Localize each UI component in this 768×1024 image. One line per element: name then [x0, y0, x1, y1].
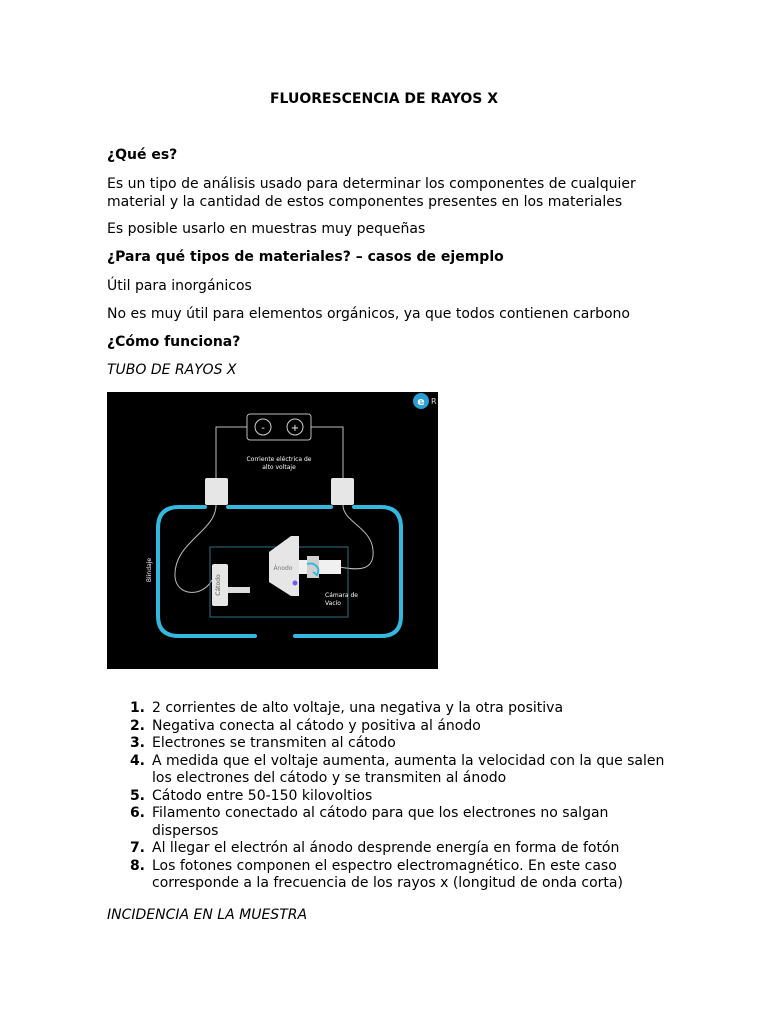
shield-label: Blindaje: [146, 557, 153, 583]
list-item: 4. A medida que el voltaje aumenta, aumenta la velocidad con la que salen los electrones del cátodo y se transmiten al ánodo: [129, 752, 665, 786]
list-item: 3. Electrones se transmiten al cátodo: [129, 735, 396, 751]
anode-label: Ánodo: [273, 565, 293, 572]
steps-list: [107, 700, 667, 893]
heading-que-es: ¿Qué es?: [107, 147, 178, 163]
electron-dot-icon: [293, 581, 298, 586]
list-item: 6. Filamento conectado al cátodo para que los electrones no salgan dispersos: [129, 805, 609, 839]
logo-tail: R: [431, 397, 437, 406]
minus-label: -: [261, 423, 265, 434]
current-label-line1: Corriente eléctrica de: [246, 456, 312, 463]
document-title: FLUORESCENCIA DE RAYOS X: [269, 91, 499, 107]
chamber-label-line1: Cámara de: [325, 592, 358, 599]
plus-label: +: [290, 423, 300, 434]
list-item: 1. 2 corrientes de alto voltaje, una negativa y la otra positiva: [129, 700, 564, 716]
xray-tube-svg: [107, 392, 438, 669]
list-item: 7. Al llegar el electrón al ánodo desprende energía en forma de fotón: [129, 840, 620, 856]
subheading-tubo: TUBO DE RAYOS X: [107, 362, 237, 378]
cathode-label: Cátodo: [215, 574, 222, 596]
wire-positive: [311, 427, 343, 478]
power-source-box: [247, 414, 311, 440]
current-label-line2: alto voltaje: [262, 464, 296, 471]
chamber-label-line2: Vacío: [325, 600, 341, 607]
paragraph-inorganicos: Útil para inorgánicos: [107, 278, 252, 294]
insulator-right: [331, 478, 354, 505]
cathode-filament: [228, 587, 250, 593]
list-item: 2. Negativa conecta al cátodo y positiva al ánodo: [129, 717, 481, 734]
wire-negative: [216, 427, 247, 478]
list-item: 5. Cátodo entre 50-150 kilovoltios: [129, 787, 373, 804]
insulator-left: [205, 478, 228, 505]
heading-como-funciona: ¿Cómo funciona?: [107, 334, 241, 350]
paragraph-organicos: No es muy útil para elementos orgánicos, ya que todos contienen carbono: [107, 306, 630, 322]
paragraph-definicion: Es un tipo de análisis usado para determinar los componentes de cualquier material y la cantidad de estos componentes presentes en los materiales: [107, 176, 636, 210]
heading-materiales: ¿Para qué tipos de materiales? – casos de ejemplo: [107, 249, 504, 265]
paragraph-muestras: Es posible usarlo en muestras muy pequeñas: [107, 221, 426, 237]
logo-letter: e: [417, 395, 425, 408]
xray-tube-diagram: [107, 392, 438, 669]
wire-to-anode: [339, 505, 373, 569]
anode-rod: [299, 560, 341, 574]
list-item: 8. Los fotones componen el espectro electromagnético. En este caso corresponde a la frecuencia de los rayos x (longitud de onda corta): [129, 857, 623, 891]
subheading-incidencia: INCIDENCIA EN LA MUESTRA: [107, 907, 308, 923]
